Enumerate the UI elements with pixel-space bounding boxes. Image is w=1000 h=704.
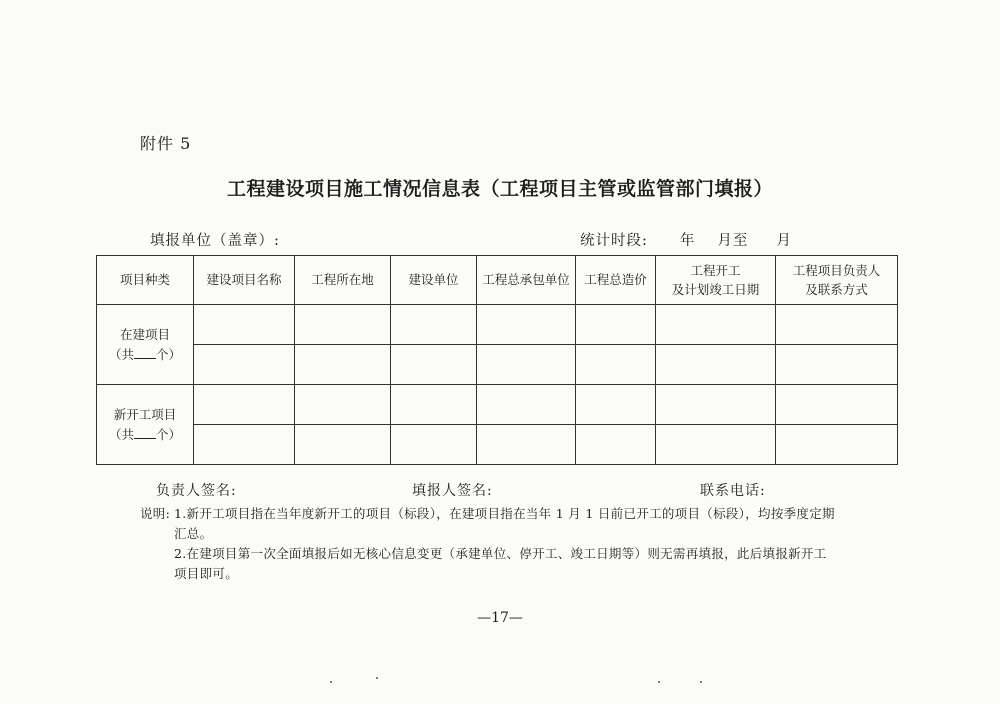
table-cell[interactable] xyxy=(391,425,477,465)
count-blank[interactable] xyxy=(134,346,156,359)
scan-speck xyxy=(330,681,332,683)
note-text: 1.新开工项目指在当年度新开工的项目（标段），在建项目指在当年 1 月 1 日前已开工的项目（标段），均按季度定期 xyxy=(174,506,835,521)
table-cell[interactable] xyxy=(776,345,898,385)
page-number: —17— xyxy=(477,610,523,626)
table-cell[interactable] xyxy=(194,385,295,425)
table-row xyxy=(97,425,898,465)
filling-unit-label: 填报单位（盖章）: xyxy=(150,233,280,249)
table-cell[interactable] xyxy=(391,385,477,425)
notes-section xyxy=(140,504,870,584)
header-location: 工程所在地 xyxy=(295,256,391,305)
group-count: （共 个） xyxy=(108,346,182,362)
scan-speck xyxy=(376,677,378,679)
group-count: （共 个） xyxy=(108,426,182,442)
header-builder: 建设单位 xyxy=(391,256,477,305)
table-cell[interactable] xyxy=(576,425,656,465)
table-cell[interactable] xyxy=(656,385,776,425)
statistics-period xyxy=(580,229,792,250)
attachment-label: 附件 5 xyxy=(140,134,192,153)
table-cell[interactable] xyxy=(776,425,898,465)
responsible-signature-label: 负责人签名: xyxy=(156,483,237,499)
table-cell[interactable] xyxy=(656,345,776,385)
header-cost: 工程总造价 xyxy=(576,256,656,305)
month-label: 月 xyxy=(776,233,792,249)
table-cell[interactable] xyxy=(656,305,776,345)
table-cell[interactable] xyxy=(477,385,576,425)
table-cell[interactable] xyxy=(391,305,477,345)
header-dates-line2: 及计划竣工日期 xyxy=(671,282,760,297)
table-cell[interactable] xyxy=(194,345,295,385)
header-contact-line1: 工程项目负责人 xyxy=(792,262,881,278)
group-name: 新开工项目 xyxy=(113,407,177,423)
header-contractor: 工程总承包单位 xyxy=(477,256,576,305)
note-item-1 xyxy=(140,504,870,524)
table-cell[interactable] xyxy=(295,385,391,425)
header-category: 项目种类 xyxy=(97,256,194,305)
table-row xyxy=(97,345,898,385)
table-row xyxy=(97,385,898,425)
table-cell[interactable] xyxy=(576,305,656,345)
table-cell[interactable] xyxy=(576,385,656,425)
table-header-row xyxy=(97,256,898,305)
table-cell[interactable] xyxy=(477,425,576,465)
table-cell[interactable] xyxy=(477,305,576,345)
table-cell[interactable] xyxy=(194,305,295,345)
table-cell[interactable] xyxy=(295,425,391,465)
table-cell[interactable] xyxy=(576,345,656,385)
table-cell[interactable] xyxy=(477,345,576,385)
project-info-table xyxy=(96,255,898,465)
period-label: 统计时段: xyxy=(580,233,648,249)
table-cell[interactable] xyxy=(391,345,477,385)
note-text-continued: 项目即可。 xyxy=(174,566,239,581)
notes-lead: 说明: xyxy=(140,506,171,521)
table-cell[interactable] xyxy=(656,425,776,465)
scan-speck xyxy=(658,681,660,683)
count-blank[interactable] xyxy=(134,426,156,439)
month-to-label: 月至 xyxy=(717,233,749,249)
contact-phone-label: 联系电话: xyxy=(700,483,766,499)
note-item-2: 2.在建项目第一次全面填报后如无核心信息变更（承建单位、停开工、竣工日期等）则无需再填报，此后填报新开工 xyxy=(174,546,827,561)
header-dates xyxy=(656,256,776,305)
filler-signature-label: 填报人签名: xyxy=(412,483,493,499)
header-contact-line2: 及联系方式 xyxy=(805,282,868,297)
table-cell[interactable] xyxy=(194,425,295,465)
header-contact xyxy=(776,256,898,305)
table-cell[interactable] xyxy=(776,385,898,425)
header-dates-line1: 工程开工 xyxy=(690,262,741,278)
table-row xyxy=(97,305,898,345)
note-text-continued: 汇总。 xyxy=(174,526,213,541)
table-cell[interactable] xyxy=(295,345,391,385)
header-project-name: 建设项目名称 xyxy=(194,256,295,305)
table-cell[interactable] xyxy=(295,305,391,345)
document-title: 工程建设项目施工情况信息表（工程项目主管或监管部门填报） xyxy=(226,178,773,200)
group-under-construction xyxy=(97,305,194,385)
group-new-start xyxy=(97,385,194,465)
group-name: 在建项目 xyxy=(119,327,170,343)
table-cell[interactable] xyxy=(776,305,898,345)
scan-speck xyxy=(700,681,702,683)
year-label: 年 xyxy=(679,233,696,249)
